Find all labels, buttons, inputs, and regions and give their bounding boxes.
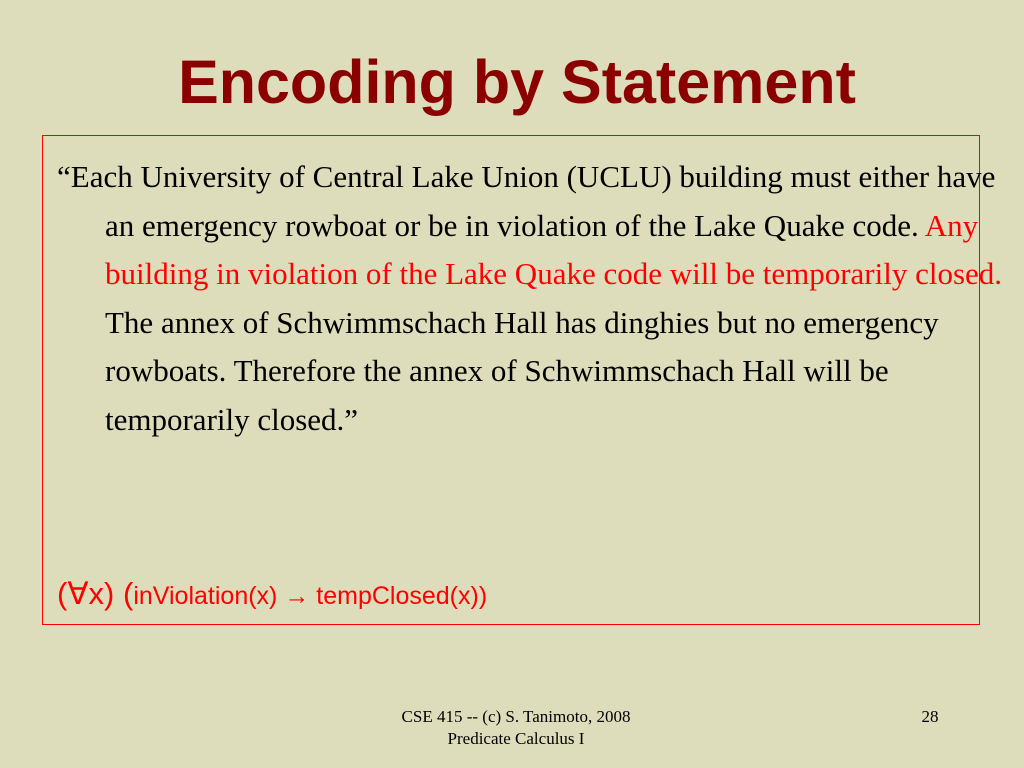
page-number: 28 xyxy=(921,707,939,726)
quote-text-highlight: Any building in violation of the Lake Quake code will be temporarily closed. xyxy=(105,207,1003,291)
formula-open-paren: ( xyxy=(57,576,68,611)
slide-title: Encoding by Statement xyxy=(178,48,856,116)
quote-paragraph xyxy=(57,153,1019,444)
quote-text-part-2: The annex of Schwimmschach Hall has dinghies but no emergency rowboats. Therefore the annex of Schwimmschach Hall will be temporarily closed.” xyxy=(105,304,939,437)
quote-text-part-1: “Each University of Central Lake Union (UCLU) building must either have an emergency rowboat or be in violation of the Lake Quake code. xyxy=(57,159,996,243)
slide-footer xyxy=(326,706,706,750)
footer-topic: Predicate Calculus I xyxy=(447,729,585,748)
quote-box xyxy=(42,135,1003,625)
logic-formula xyxy=(57,578,487,612)
formula-predicate: inViolation(x) xyxy=(133,582,285,610)
formula-variable: x) ( xyxy=(88,576,134,611)
implies-arrow-icon: → xyxy=(284,582,310,610)
formula-conclusion: tempClosed(x)) xyxy=(309,582,488,610)
footer-course: CSE 415 -- (c) S. Tanimoto, 2008 xyxy=(401,707,631,726)
forall-symbol: ∀ xyxy=(67,576,89,611)
